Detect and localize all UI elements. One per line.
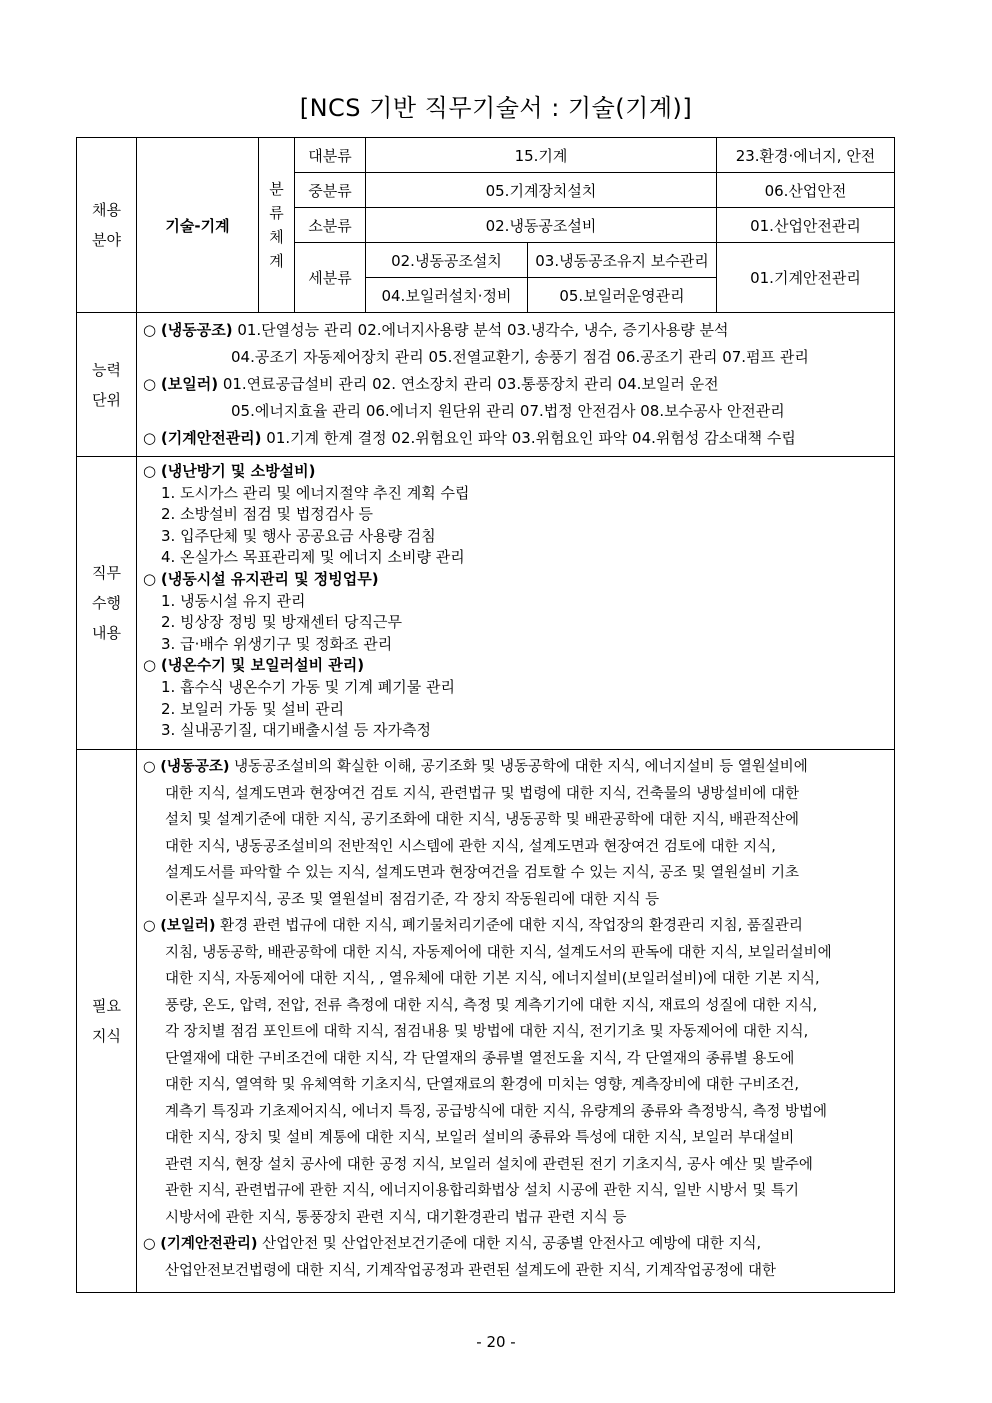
duty-line: 3. 급·배수 위생기구 및 정화조 관리 (161, 634, 393, 653)
duty-line: 1. 냉동시설 유지 관리 (161, 591, 306, 610)
knowledge-heading: (기계안전관리) (160, 1236, 258, 1252)
knowledge-label-line: 필요 (92, 997, 121, 1015)
bullet-circle-icon: ○ (143, 375, 157, 393)
field-label-line: 채용 (92, 201, 121, 219)
ability-line (143, 425, 888, 452)
document-title: [NCS 기반 직무기술서 : 기술(기계)] (299, 94, 693, 122)
ability-text: 01.연료공급설비 관리 02. 연소장치 관리 03.통풍장치 관리 04.보일러 운전 (218, 375, 719, 393)
ability-heading: (냉동공조) (160, 321, 233, 339)
knowledge-line: 대한 지식, 냉동공조설비의 전반적인 시스템에 관한 지식, 설계도면과 현장여건 검토에 대한 지식, (165, 838, 776, 855)
duty-heading: (냉온수기 및 보일러설비 관리) (160, 656, 365, 675)
duty-label-line: 수행 (92, 594, 121, 612)
knowledge-text: 환경 관련 법규에 대한 지식, 폐기물처리기준에 대한 지식, 작업장의 환경관리 지침, 품질관리 (215, 918, 803, 934)
system-label-char: 계 (269, 252, 284, 270)
knowledge-text: 산업안전 및 산업안전보건기준에 대한 지식, 공종별 안전사고 예방에 대한 지식, (257, 1236, 762, 1252)
knowledge-heading: (냉동공조) (160, 759, 230, 775)
detail-class-value: 04.보일러설치·정비 (366, 278, 528, 313)
duty-line (143, 655, 888, 677)
duty-line (143, 461, 888, 483)
duty-label-line: 직무 (92, 564, 121, 582)
knowledge-label-line: 지식 (92, 1027, 121, 1045)
knowledge-line: 대한 지식, 장치 및 설비 계통에 대한 지식, 보일러 설비의 종류와 특성에 대한 지식, 보일러 부대설비 (165, 1130, 795, 1146)
duty-line: 2. 보일러 가동 및 설비 관리 (161, 699, 345, 718)
duty-line: 1. 흡수식 냉온수기 가동 및 기계 폐기물 관리 (161, 677, 456, 696)
knowledge-label-cell (77, 750, 137, 1293)
ability-label-line: 능력 (92, 360, 121, 379)
knowledge-line: 대한 지식, 열역학 및 유체역학 기초지식, 단열재료의 환경에 미치는 영향, 계측장비에 대한 구비조건, (165, 1077, 800, 1093)
knowledge-content (137, 750, 895, 1293)
ability-text: 05.에너지효율 관리 06.에너지 원단위 관리 07.법정 안전검사 08.보수공사 안전관리 (231, 402, 785, 420)
duty-line: 2. 소방설비 점검 및 법정검사 등 (161, 505, 374, 524)
middle-class-label: 중분류 (295, 173, 366, 208)
knowledge-line: 설계도서를 파악할 수 있는 지식, 설계도면과 현장여건을 검토할 수 있는 지식, 공조 및 열원설비 기초 (165, 865, 800, 881)
bullet-circle-icon: ○ (143, 429, 157, 447)
ability-line (143, 317, 888, 344)
detail-class-value: 03.냉동공조유지 보수관리 (528, 243, 717, 278)
knowledge-heading: (보일러) (160, 918, 216, 934)
knowledge-line: 풍량, 온도, 압력, 전압, 전류 측정에 대한 지식, 측정 및 계측기기에 대한 지식, 재료의 성질에 대한 지식, (165, 997, 818, 1014)
duty-line: 3. 입주단체 및 행사 공공요금 사용량 검침 (161, 526, 436, 545)
bullet-circle-icon: ○ (143, 462, 157, 480)
bullet-circle-icon: ○ (143, 656, 157, 675)
duty-line (143, 569, 888, 591)
ability-label-cell (77, 313, 137, 457)
system-label-char: 분 (269, 180, 284, 198)
system-label-char: 체 (269, 228, 284, 246)
field-value: 기술-기계 (137, 138, 259, 313)
ability-text: 01.기계 한계 결정 02.위험요인 파악 03.위험요인 파악 04.위험성 감소대책 수립 (261, 429, 796, 447)
knowledge-line: 대한 지식, 자동제어에 대한 지식, , 열유체에 대한 기본 지식, 에너지설비(보일러설비)에 대한 기본 지식, (165, 971, 820, 987)
bullet-circle-icon: ○ (143, 569, 157, 588)
duty-line: 1. 도시가스 관리 및 에너지절약 추진 계획 수립 (161, 483, 470, 502)
knowledge-line (143, 754, 888, 781)
detail-class-label: 세분류 (295, 243, 366, 313)
bullet-circle-icon: ○ (143, 1236, 156, 1252)
ability-label-line: 단위 (92, 390, 121, 409)
ability-text: 01.단열성능 관리 02.에너지사용량 분석 03.냉각수, 냉수, 증기사용량 분석 (232, 321, 729, 339)
ability-line (143, 398, 888, 425)
knowledge-line: 단열재에 대한 구비조건에 대한 지식, 각 단열재의 종류별 열전도율 지식, 각 단열재의 종류별 용도에 (165, 1050, 795, 1067)
major-class-value: 23.환경·에너지, 안전 (717, 138, 895, 173)
bullet-circle-icon: ○ (143, 759, 156, 775)
minor-class-label: 소분류 (295, 208, 366, 243)
page-number: - 20 - (476, 1333, 516, 1351)
ability-content (137, 313, 895, 457)
major-class-value: 15.기계 (366, 138, 717, 173)
classification-system-label (259, 138, 295, 313)
minor-class-value: 02.냉동공조설비 (366, 208, 717, 243)
duty-heading: (냉동시설 유지관리 및 정빙업무) (160, 569, 379, 588)
ability-heading: (보일러) (160, 375, 219, 393)
knowledge-line: 대한 지식, 설계도면과 현장여건 검토 지식, 관련법규 및 법령에 대한 지식, 건축물의 냉방설비에 대한 (165, 785, 800, 802)
major-class-label: 대분류 (295, 138, 366, 173)
field-label-cell (77, 138, 137, 313)
knowledge-line: 관련 지식, 현장 설치 공사에 대한 공정 지식, 보일러 설치에 관련된 전기 기초지식, 공사 예산 및 발주에 (165, 1156, 813, 1173)
detail-class-value: 02.냉동공조설치 (366, 243, 528, 278)
middle-class-value: 05.기계장치설치 (366, 173, 717, 208)
knowledge-line: 산업안전보건법령에 대한 지식, 기계작업공정과 관련된 설계도에 관한 지식, 기계작업공정에 대한 (165, 1262, 776, 1279)
duty-line: 4. 온실가스 목표관리제 및 에너지 소비량 관리 (161, 548, 465, 567)
duty-heading: (냉난방기 및 소방설비) (160, 462, 316, 480)
bullet-circle-icon: ○ (143, 918, 156, 934)
knowledge-line: 시방서에 관한 지식, 통풍장치 관련 지식, 대기환경관리 법규 관련 지식 등 (165, 1209, 627, 1226)
field-label-line: 분야 (92, 231, 121, 249)
knowledge-line: 이론과 실무지식, 공조 및 열원설비 점검기준, 각 장치 작동원리에 대한 지식 등 (165, 891, 660, 908)
knowledge-line (143, 1231, 888, 1258)
detail-class-value: 01.기계안전관리 (717, 243, 895, 313)
ability-text: 04.공조기 자동제어장치 관리 05.전열교환기, 송풍기 점검 06.공조기 관리 07.펌프 관리 (231, 348, 809, 366)
knowledge-line: 계측기 특징과 기초제어지식, 에너지 특징, 공급방식에 대한 지식, 유량계의 종류와 측정방식, 측정 방법에 (165, 1103, 828, 1120)
knowledge-line: 설치 및 설계기준에 대한 지식, 공기조화에 대한 지식, 냉동공학 및 배관공학에 대한 지식, 배관적산에 (165, 812, 800, 828)
knowledge-line: 각 장치별 점검 포인트에 대학 지식, 점검내용 및 방법에 대한 지식, 전기기초 및 자동제어에 대한 지식, (165, 1024, 809, 1040)
bullet-circle-icon: ○ (143, 321, 157, 339)
duty-content (137, 457, 895, 750)
knowledge-line: 지침, 냉동공학, 배관공학에 대한 지식, 자동제어에 대한 지식, 설계도서의 판독에 대한 지식, 보일러설비에 (165, 944, 832, 961)
minor-class-value: 01.산업안전관리 (717, 208, 895, 243)
system-label-char: 류 (269, 204, 284, 222)
knowledge-text: 냉동공조설비의 확실한 이해, 공기조화 및 냉동공학에 대한 지식, 에너지설비 등 열원설비에 (229, 759, 808, 775)
job-description-table (76, 137, 895, 1293)
detail-class-value: 05.보일러운영관리 (528, 278, 717, 313)
ability-line (143, 344, 888, 371)
duty-line: 2. 빙상장 정빙 및 방재센터 당직근무 (161, 613, 403, 632)
duty-label-cell (77, 457, 137, 750)
knowledge-line (143, 913, 888, 940)
ability-line (143, 371, 888, 398)
ability-heading: (기계안전관리) (160, 429, 262, 447)
duty-line: 3. 실내공기질, 대기배출시설 등 자가측정 (161, 721, 431, 740)
middle-class-value: 06.산업안전 (717, 173, 895, 208)
duty-label-line: 내용 (92, 624, 121, 642)
knowledge-line: 관한 지식, 관련법규에 관한 지식, 에너지이용합리화법상 설치 시공에 관한 지식, 일반 시방서 및 특기 (165, 1183, 800, 1199)
